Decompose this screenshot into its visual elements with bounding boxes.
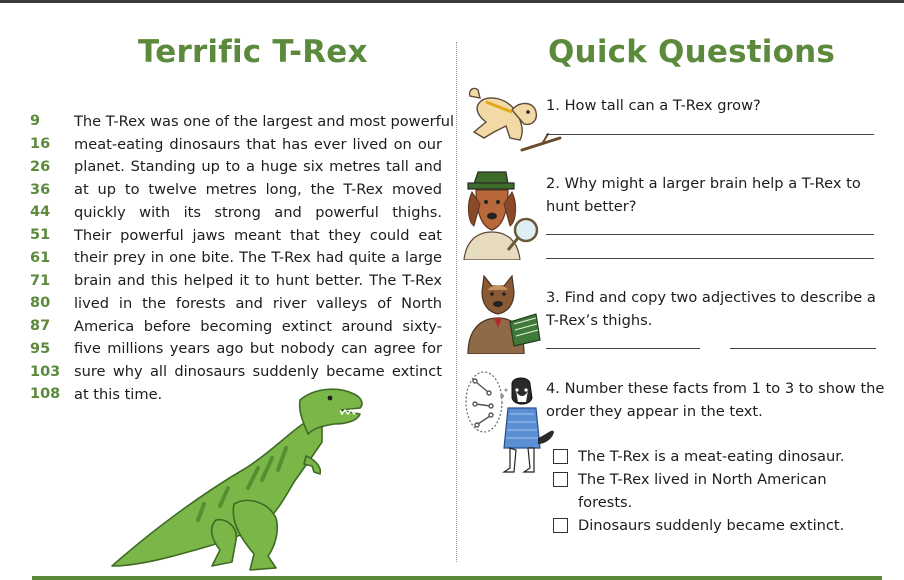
passage-text: The T-Rex was one of the largest and most powerful bbox=[74, 112, 455, 130]
word-count: 51 bbox=[30, 227, 51, 244]
passage-line bbox=[30, 247, 442, 270]
passage-text: America before becoming extinct around sixty- bbox=[74, 317, 442, 335]
reading-dog-icon bbox=[462, 270, 548, 354]
passage-text: brain and this helped it to hunt better. The T-Rex bbox=[74, 272, 442, 290]
top-rule bbox=[0, 0, 904, 3]
word-count: 95 bbox=[30, 340, 51, 357]
word-count: 36 bbox=[30, 181, 51, 198]
thinking-dog-icon bbox=[464, 368, 556, 478]
passage-line bbox=[30, 201, 442, 224]
passage-text: Their powerful jaws meant that they could eat bbox=[74, 226, 442, 244]
answer-line-2b[interactable] bbox=[546, 258, 874, 259]
passage-text: sure why all dinosaurs suddenly became extinct bbox=[74, 363, 442, 381]
fact-text: The T-Rex is a meat-eating dinosaur. bbox=[578, 448, 845, 465]
word-count: 9 bbox=[30, 113, 41, 130]
answer-line-3a[interactable] bbox=[546, 348, 700, 349]
word-count: 71 bbox=[30, 272, 51, 289]
passage-text: at this time. bbox=[74, 385, 163, 403]
fact-options bbox=[553, 445, 873, 537]
fact-option bbox=[553, 468, 873, 514]
word-count: 61 bbox=[30, 249, 51, 266]
passage-title: Terrific T-Rex bbox=[138, 34, 368, 70]
fact-option bbox=[553, 514, 873, 537]
passage-line bbox=[30, 178, 442, 201]
word-count: 16 bbox=[30, 136, 51, 153]
passage-text: at up to twelve metres long, the T-Rex moved bbox=[74, 181, 442, 199]
passage-line bbox=[30, 110, 455, 133]
passage-text: their prey in one bite. The T-Rex had quite a large bbox=[74, 249, 442, 267]
question-2: 2. Why might a larger brain help a T-Rex to hunt better? bbox=[546, 175, 861, 215]
passage-text: lived in the forests and river valleys of North bbox=[74, 294, 442, 312]
question-4: 4. Number these facts from 1 to 3 to show the order they appear in the text. bbox=[546, 380, 885, 420]
fact-text: The T-Rex lived in North American forests. bbox=[578, 471, 827, 511]
passage-line bbox=[30, 360, 442, 383]
answer-line-3b[interactable] bbox=[730, 348, 876, 349]
questions-title: Quick Questions bbox=[548, 34, 835, 70]
word-count: 26 bbox=[30, 158, 51, 175]
number-box[interactable] bbox=[553, 472, 568, 487]
number-box[interactable] bbox=[553, 449, 568, 464]
passage-line bbox=[30, 292, 442, 315]
word-count: 108 bbox=[30, 386, 61, 403]
word-count: 87 bbox=[30, 318, 51, 335]
number-box[interactable] bbox=[553, 518, 568, 533]
word-count: 44 bbox=[30, 204, 51, 221]
fact-option bbox=[553, 445, 873, 468]
column-divider bbox=[456, 42, 457, 562]
answer-line-2a[interactable] bbox=[546, 234, 874, 235]
detective-dog-icon bbox=[462, 164, 544, 260]
passage-line bbox=[30, 269, 442, 292]
question-1: 1. How tall can a T-Rex grow? bbox=[546, 97, 761, 114]
t-rex-illustration bbox=[108, 384, 370, 574]
question-3: 3. Find and copy two adjectives to describe a T-Rex’s thighs. bbox=[546, 289, 876, 329]
word-count: 80 bbox=[30, 295, 51, 312]
passage-text: five millions years ago but nobody can agree for bbox=[74, 340, 442, 358]
passage-text: quickly with its strong and powerful thighs. bbox=[74, 203, 442, 221]
passage-line bbox=[30, 338, 442, 361]
bottom-bar bbox=[32, 576, 882, 580]
word-count: 103 bbox=[30, 363, 61, 380]
passage-text: meat-eating dinosaurs that has ever lived on our bbox=[74, 135, 442, 153]
reading-passage bbox=[30, 110, 455, 406]
passage-line bbox=[30, 315, 442, 338]
passage-line bbox=[30, 133, 442, 156]
answer-line-1[interactable] bbox=[546, 134, 874, 135]
passage-line bbox=[30, 224, 442, 247]
passage-line bbox=[30, 156, 442, 179]
fact-text: Dinosaurs suddenly became extinct. bbox=[578, 517, 845, 534]
passage-text: planet. Standing up to a huge six metres tall and bbox=[74, 158, 442, 176]
